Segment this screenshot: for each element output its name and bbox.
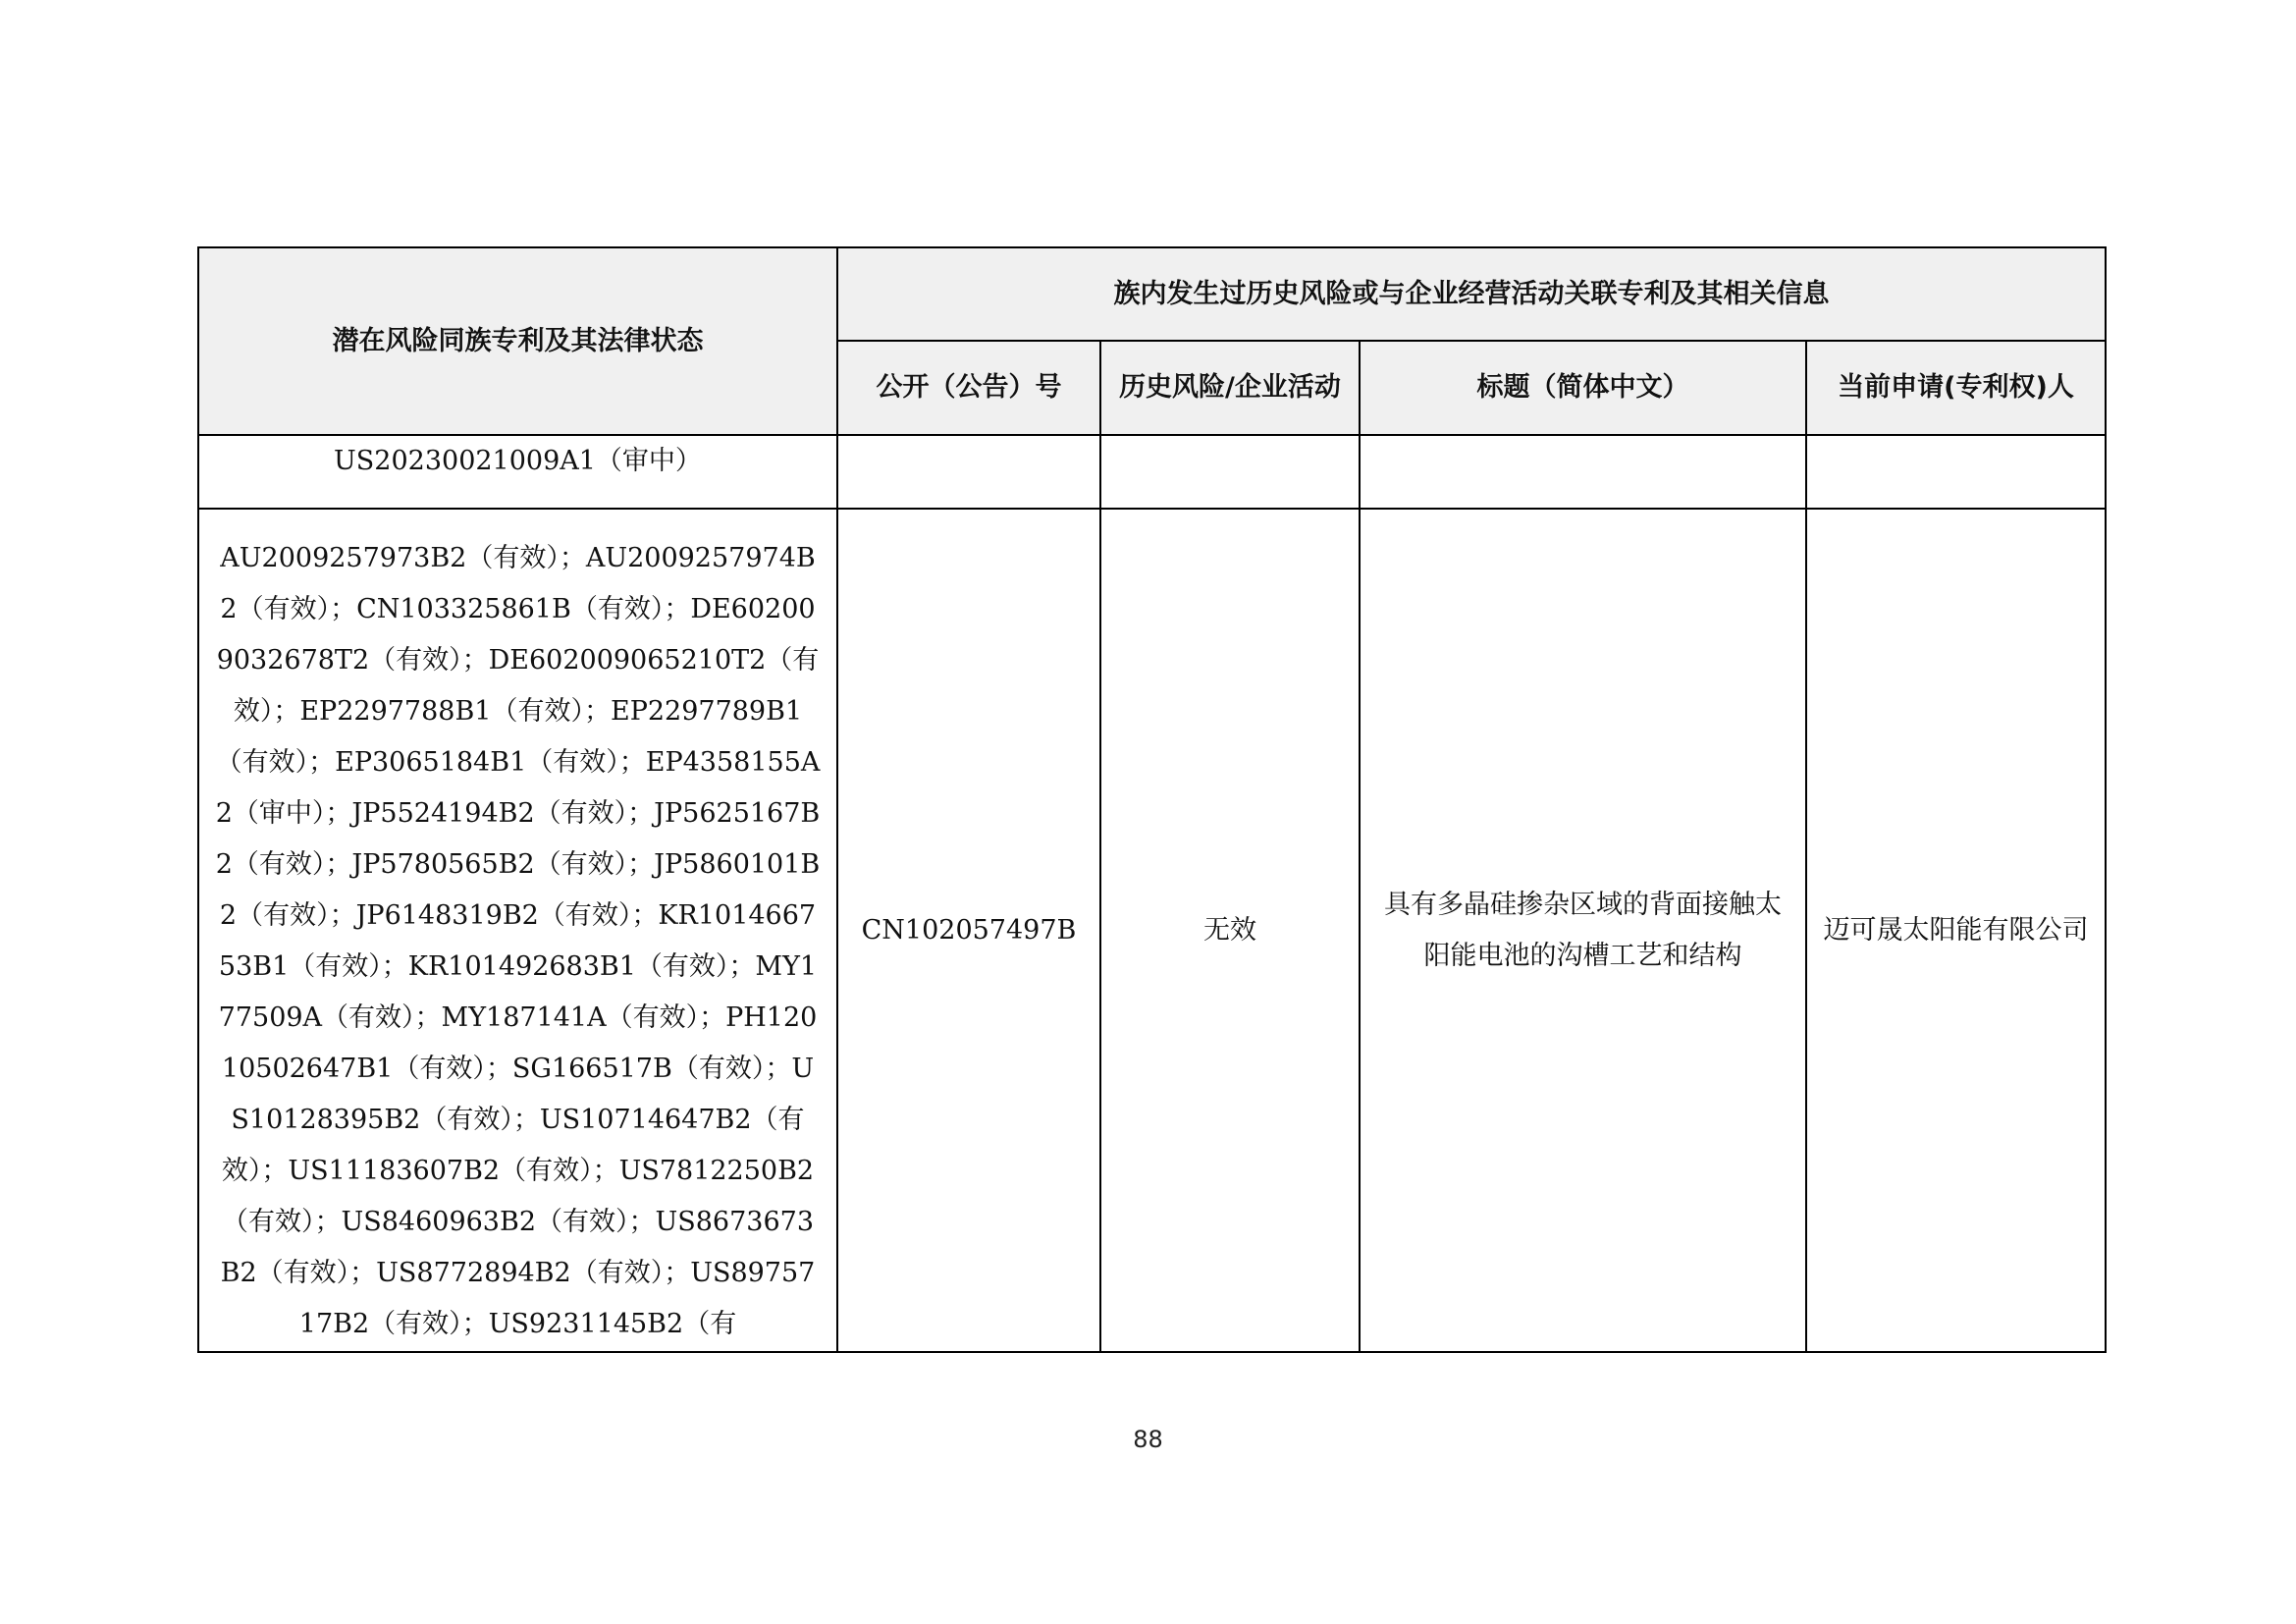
header-publication-number: 公开（公告）号 (837, 341, 1100, 435)
header-family-status: 潜在风险同族专利及其法律状态 (198, 247, 837, 435)
risk-cell (1100, 435, 1360, 509)
table-header-row (198, 247, 2106, 341)
title-cell (1360, 435, 1806, 509)
patent-family-table (197, 246, 2107, 1353)
family-list-cell: US20230021009A1（审中） (198, 435, 837, 509)
family-list-cell (198, 509, 837, 1352)
header-risk-activity: 历史风险/企业活动 (1100, 341, 1360, 435)
applicant-cell (1806, 435, 2106, 509)
title-cell: 具有多晶硅掺杂区域的背面接触太阳能电池的沟槽工艺和结构 (1360, 509, 1806, 1352)
table-row (198, 509, 2106, 1352)
header-title: 标题（简体中文） (1360, 341, 1806, 435)
publication-number-cell (837, 435, 1100, 509)
header-applicant: 当前申请(专利权)人 (1806, 341, 2106, 435)
header-related-patents-group: 族内发生过历史风险或与企业经营活动关联专利及其相关信息 (837, 247, 2106, 341)
publication-number-cell: CN102057497B (837, 509, 1100, 1352)
page-number: 88 (1133, 1426, 1163, 1453)
applicant-cell: 迈可晟太阳能有限公司 (1806, 509, 2106, 1352)
table-row (198, 435, 2106, 509)
risk-cell: 无效 (1100, 509, 1360, 1352)
family-list-text: AU2009257973B2（有效）；AU2009257974B2（有效）；CN103325861B（有效）；DE602009032678T2（有效）；DE602009065210T2（有效）；EP2297788B1（有效）；EP2297789B1（有效）；EP3065184B1（有效）；EP4358155A2（审中）；JP5524194B2（有效）；JP5625167B2（有效）；JP5780565B2（有效）；JP5860101B2（有效）；JP6148319B2（有效）；KR101466753B1（有效）；KR101492683B1（有效）；MY177509A（有效）；MY187141A（有效）；PH12010502647B1（有效）；SG166517B（有效）；US10128395B2（有效）；US10714647B2（有效）；US11183607B2（有效）；US7812250B2（有效）；US8460963B2（有效）；US8673673B2（有效）；US8772894B2（有效）；US8975717B2（有效）；US9231145B2（有 (215, 543, 821, 1339)
